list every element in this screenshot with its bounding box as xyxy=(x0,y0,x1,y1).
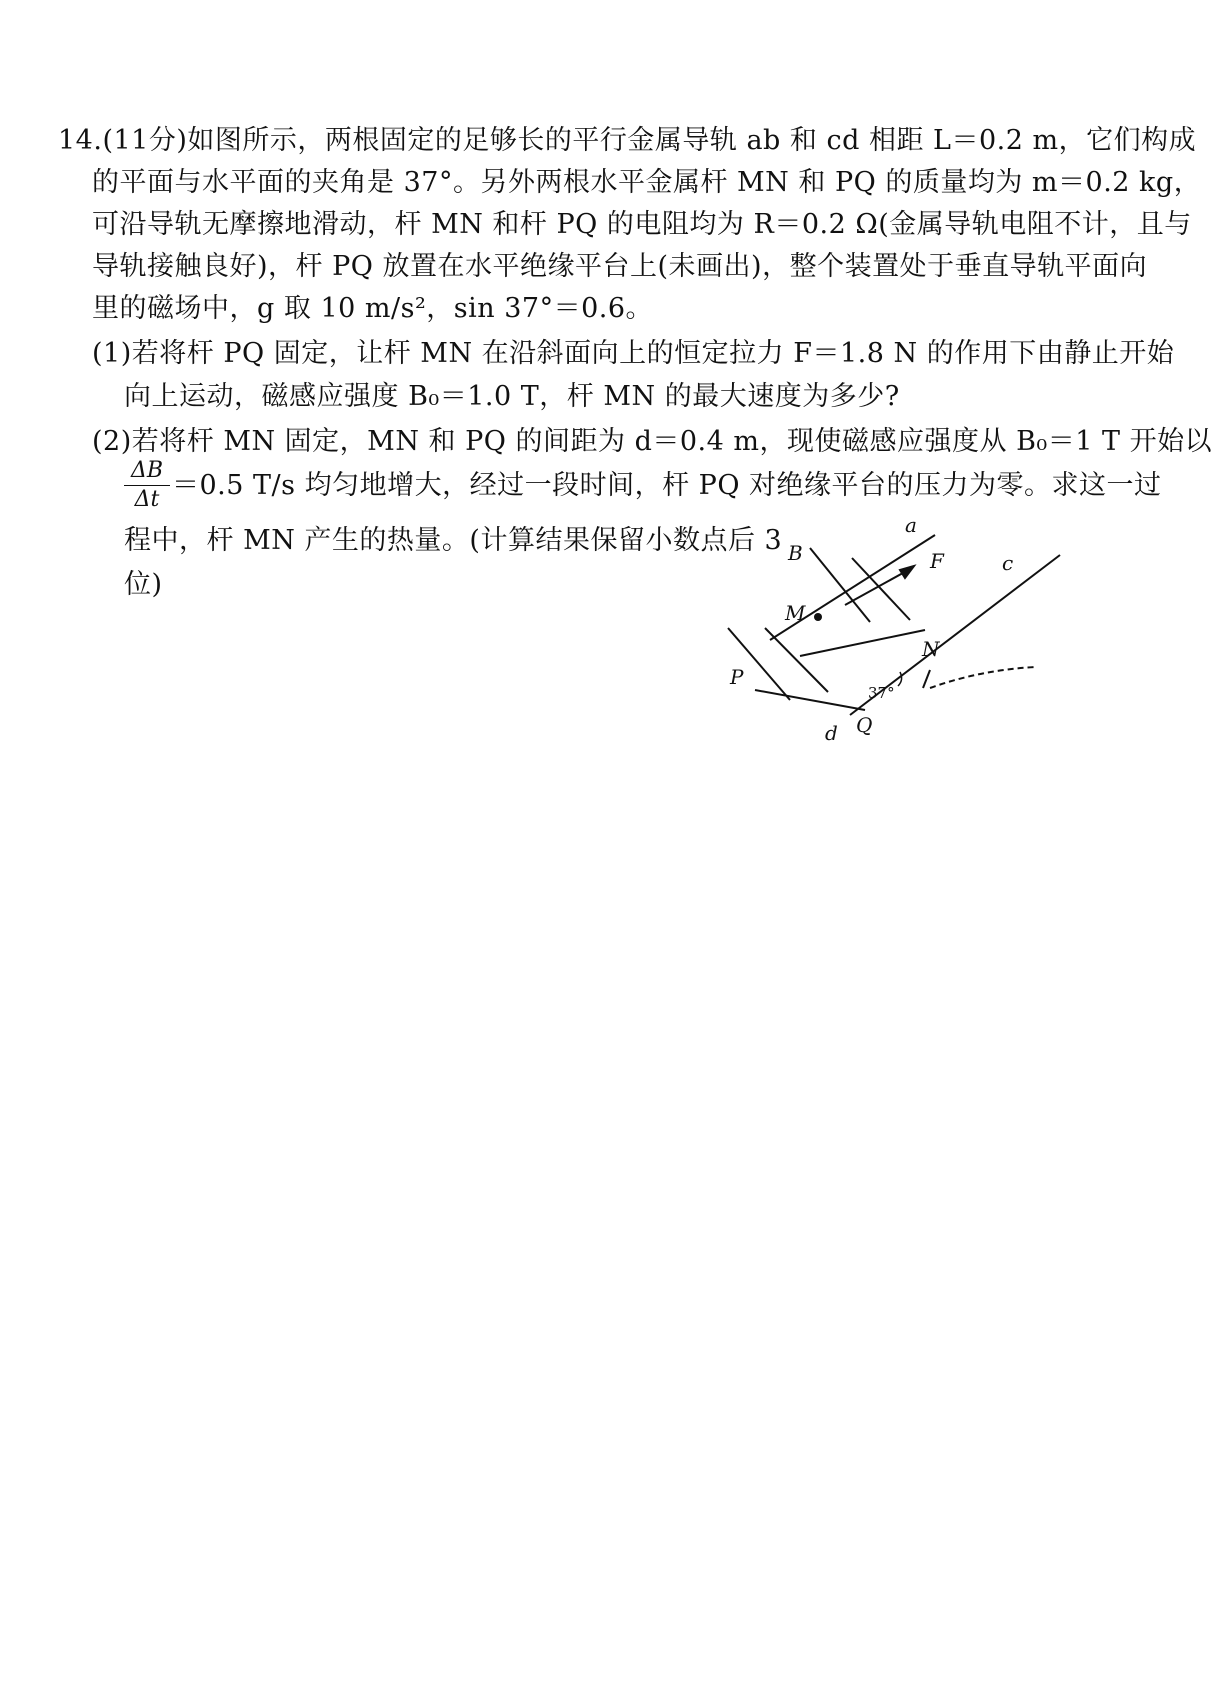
label-p: P xyxy=(730,665,744,689)
field-line-1 xyxy=(810,548,870,622)
label-q: Q xyxy=(856,713,873,737)
part2-line-3: 程中，杆 MN 产生的热量。(计算结果保留小数点后 3 xyxy=(124,525,783,556)
delta-b-over-delta-t xyxy=(122,458,172,513)
rod-mn xyxy=(800,630,925,656)
problem-line-5: 里的磁场中，g 取 10 m/s²，sin 37°＝0.6。 xyxy=(92,293,654,324)
contact-dot xyxy=(814,613,822,621)
part1-line-2: 向上运动，磁感应强度 B₀＝1.0 T，杆 MN 的最大速度为多少? xyxy=(124,381,900,412)
fraction-bar xyxy=(124,485,170,486)
problem-line-4: 导轨接触良好)，杆 PQ 放置在水平绝缘平台上(未画出)，整个装置处于垂直导轨平面向 xyxy=(92,251,1148,282)
force-arrowhead xyxy=(900,566,914,578)
horizontal-reference xyxy=(930,667,1035,688)
label-f: F xyxy=(930,549,944,573)
label-angle: 37° xyxy=(868,684,895,702)
problem-line-2: 的平面与水平面的夹角是 37°。另外两根水平金属杆 MN 和 PQ 的质量均为 m＝0.2 kg， xyxy=(92,167,1202,198)
label-a: a xyxy=(905,513,917,537)
label-c: c xyxy=(1002,551,1014,575)
field-line-3 xyxy=(728,628,790,700)
part1-line-1: (1)若将杆 PQ 固定，让杆 MN 在沿斜面向上的恒定拉力 F＝1.8 N 的作用下由静止开始 xyxy=(92,338,1175,369)
label-n: N xyxy=(922,637,940,661)
label-d: d xyxy=(825,721,838,745)
fraction-denominator: Δt xyxy=(134,487,160,512)
rod-pq xyxy=(755,690,865,710)
part2-line-1: (2)若将杆 MN 固定，MN 和 PQ 的间距为 d＝0.4 m，现使磁感应强度从 B₀＝1 T 开始以 xyxy=(92,426,1212,457)
label-m: M xyxy=(785,601,806,625)
fraction-numerator: ΔB xyxy=(130,458,164,483)
part2-line-4: 位) xyxy=(124,569,163,600)
problem-line-3: 可沿导轨无摩擦地滑动，杆 MN 和杆 PQ 的电阻均为 R＝0.2 Ω(金属导轨电阻不计，且与 xyxy=(92,209,1192,240)
reference-tick xyxy=(923,670,930,688)
problem-line-1: 14.(11分)如图所示，两根固定的足够长的平行金属导轨 ab 和 cd 相距 L＝0.2 m，它们构成 xyxy=(58,125,1197,156)
label-b: B xyxy=(788,541,803,565)
rails-diagram xyxy=(730,513,1130,810)
part2-line-2: ＝0.5 T/s 均匀地增大，经过一段时间，杆 PQ 对绝缘平台的压力为零。求这一过 xyxy=(172,470,1162,501)
